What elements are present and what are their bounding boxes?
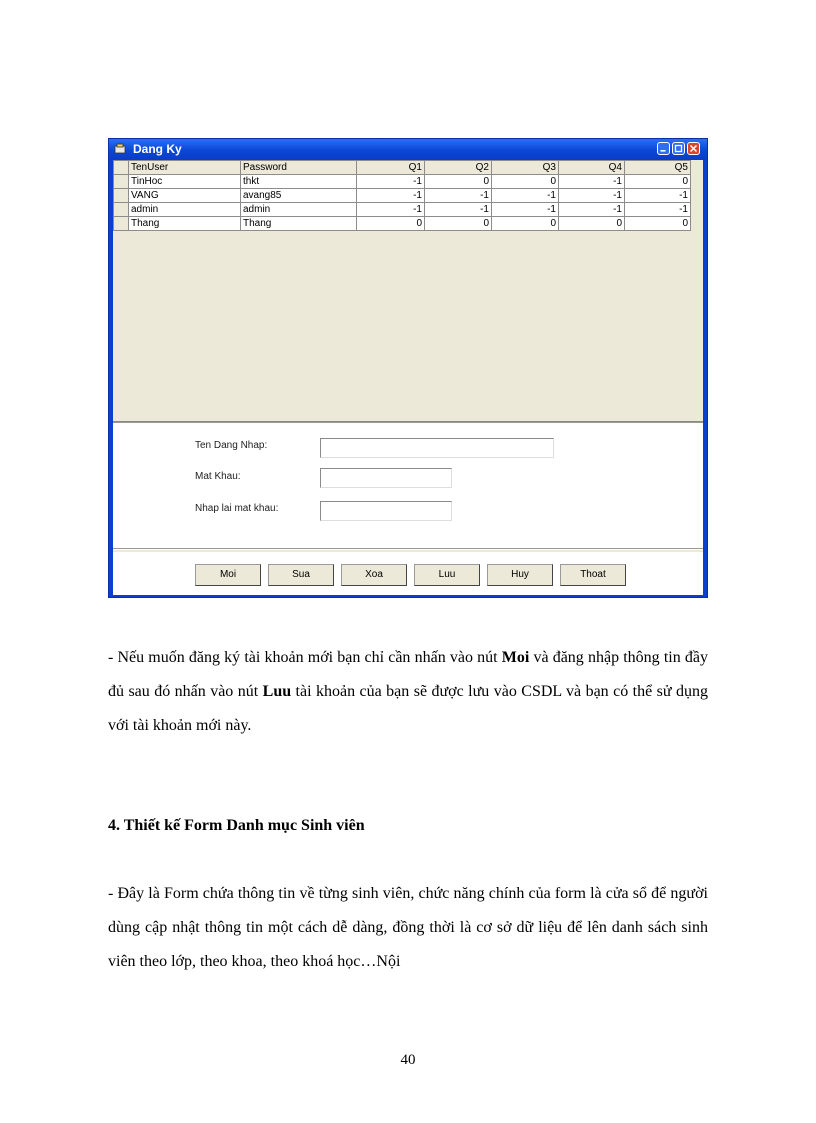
huy-button[interactable]: Huy — [487, 564, 553, 586]
para1-text-1: - Nếu muốn đăng ký tài khoản mới bạn chỉ cần nhấn vào nút — [108, 649, 502, 666]
cell-q2[interactable]: 0 — [425, 175, 492, 189]
cell-q5[interactable]: -1 — [625, 203, 691, 217]
window-client — [113, 160, 703, 595]
cell-q4[interactable]: -1 — [559, 175, 625, 189]
column-header-q4[interactable]: Q4 — [559, 161, 625, 175]
column-header-q2[interactable]: Q2 — [425, 161, 492, 175]
cell-q4[interactable]: -1 — [559, 203, 625, 217]
row-selector[interactable] — [114, 175, 129, 189]
table-row[interactable] — [114, 203, 691, 217]
sua-button[interactable]: Sua — [268, 564, 334, 586]
column-header-tenuser[interactable]: TenUser — [129, 161, 241, 175]
title-bar[interactable] — [109, 139, 707, 160]
username-label: Ten Dang Nhap: — [195, 440, 268, 451]
column-header-q5[interactable]: Q5 — [625, 161, 691, 175]
instruction-paragraph — [108, 641, 708, 743]
cell-tenuser[interactable]: TinHoc — [129, 175, 241, 189]
column-header-q1[interactable]: Q1 — [357, 161, 425, 175]
cell-q3[interactable]: -1 — [492, 203, 559, 217]
row-selector[interactable] — [114, 203, 129, 217]
row-selector[interactable] — [114, 217, 129, 231]
thoat-button[interactable]: Thoat — [560, 564, 626, 586]
description-paragraph — [108, 877, 708, 979]
cell-tenuser[interactable]: Thang — [129, 217, 241, 231]
table-row[interactable] — [114, 189, 691, 203]
minimize-icon — [659, 144, 668, 153]
cell-q5[interactable]: 0 — [625, 175, 691, 189]
maximize-icon — [674, 144, 683, 153]
table-row[interactable] — [114, 217, 691, 231]
password-label: Mat Khau: — [195, 471, 241, 482]
cell-password[interactable]: admin — [241, 203, 357, 217]
cell-q3[interactable]: 0 — [492, 217, 559, 231]
para2-text: - Đây là Form chứa thông tin về từng sinh viên, chức năng chính của form là cửa sổ để người dùng cập nhật thông tin một cách dễ dàng, đồng thời là cơ sở dữ liệu để lên danh sách sinh viên theo lớp, theo khoa, theo khoá học…Nội — [108, 885, 708, 970]
para1-text-2: và đăng nhập thông tin đầy đủ sau đó nhấn vào nút — [108, 649, 708, 700]
luu-button[interactable]: Luu — [414, 564, 480, 586]
para1-text-3: tài khoản của bạn sẽ được lưu vào CSDL và bạn có thể sử dụng với tài khoản mới này. — [108, 683, 708, 734]
cell-tenuser[interactable]: VANG — [129, 189, 241, 203]
column-header-q3[interactable]: Q3 — [492, 161, 559, 175]
cell-q1[interactable]: -1 — [357, 189, 425, 203]
cell-q1[interactable]: 0 — [357, 217, 425, 231]
cell-q5[interactable]: 0 — [625, 217, 691, 231]
cell-q2[interactable]: -1 — [425, 203, 492, 217]
cell-q1[interactable]: -1 — [357, 203, 425, 217]
cell-q2[interactable]: 0 — [425, 217, 492, 231]
page-number: 40 — [400, 1052, 416, 1068]
row-selector[interactable] — [114, 189, 129, 203]
password-input[interactable] — [320, 468, 452, 488]
cell-q2[interactable]: -1 — [425, 189, 492, 203]
para1-bold-moi: Moi — [501, 649, 530, 666]
maximize-button[interactable] — [672, 142, 685, 155]
cell-q1[interactable]: -1 — [357, 175, 425, 189]
cell-q4[interactable]: 0 — [559, 217, 625, 231]
cell-q3[interactable]: 0 — [492, 175, 559, 189]
login-form — [113, 424, 703, 548]
close-button[interactable] — [687, 142, 700, 155]
section-heading: 4. Thiết kế Form Danh mục Sinh viên — [108, 817, 365, 834]
user-grid[interactable] — [113, 160, 703, 422]
dang-ky-window — [108, 138, 708, 598]
user-table — [113, 160, 691, 231]
confirm-password-input[interactable] — [320, 501, 452, 521]
row-selector-header — [114, 161, 129, 175]
cell-password[interactable]: thkt — [241, 175, 357, 189]
moi-button[interactable]: Moi — [195, 564, 261, 586]
cell-password[interactable]: avang85 — [241, 189, 357, 203]
column-header-password[interactable]: Password — [241, 161, 357, 175]
cell-q3[interactable]: -1 — [492, 189, 559, 203]
cell-password[interactable]: Thang — [241, 217, 357, 231]
cell-q4[interactable]: -1 — [559, 189, 625, 203]
confirm-password-label: Nhap lai mat khau: — [195, 503, 279, 514]
grid-header-row — [114, 161, 691, 175]
para1-bold-luu: Luu — [262, 683, 292, 700]
window-title: Dang Ky — [133, 142, 182, 156]
divider — [113, 548, 703, 550]
app-icon — [114, 143, 126, 155]
username-input[interactable] — [320, 438, 554, 458]
minimize-button[interactable] — [657, 142, 670, 155]
xoa-button[interactable]: Xoa — [341, 564, 407, 586]
cell-tenuser[interactable]: admin — [129, 203, 241, 217]
close-icon — [689, 144, 698, 153]
cell-q5[interactable]: -1 — [625, 189, 691, 203]
table-row[interactable] — [114, 175, 691, 189]
button-bar — [113, 552, 703, 595]
